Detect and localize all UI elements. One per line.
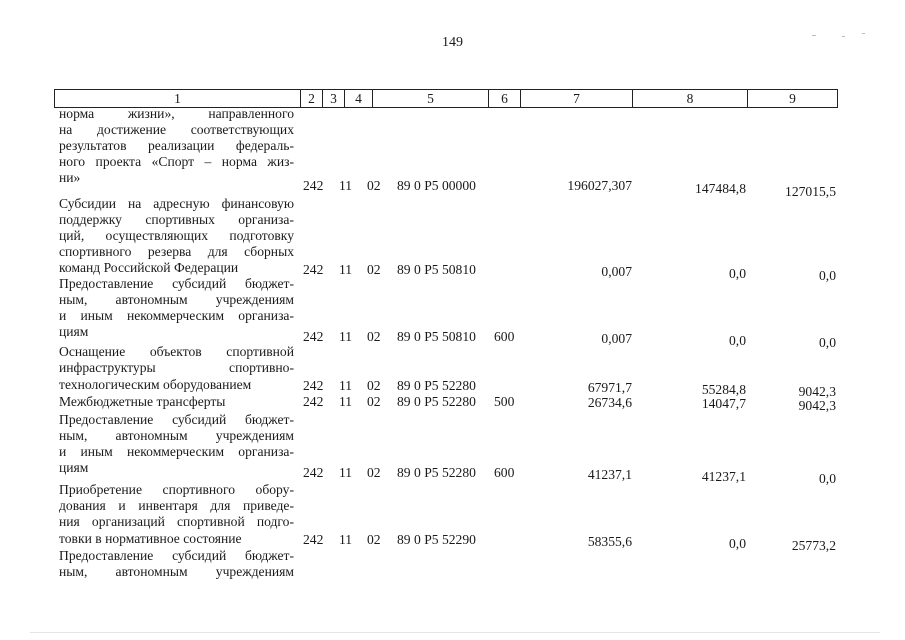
cell-col5: 89 0 P5 50810 <box>397 329 476 344</box>
cell-col3: 11 <box>339 178 353 193</box>
row-description-line: Межбюджетные трансферты <box>59 394 226 409</box>
cell-col7: 26734,6 <box>587 395 632 410</box>
cell-col5: 89 0 P5 52280 <box>397 394 476 409</box>
cell-col8: 147484,8 <box>695 181 746 196</box>
cell-col3: 11 <box>339 262 353 277</box>
cell-col7: 67971,7 <box>587 380 632 395</box>
row-description-line: циям <box>59 460 89 475</box>
row-description-line: на достижение соответствующих <box>59 122 294 137</box>
cell-col3: 11 <box>339 394 353 409</box>
row-description-line: дования и инвентаря для приведе- <box>59 498 294 513</box>
cell-col2: 242 <box>303 378 324 393</box>
row-description-line: инфраструктуры спортивно- <box>59 360 294 375</box>
cell-col2: 242 <box>303 262 324 277</box>
row-description-line: ни» <box>59 170 81 185</box>
row-description-line: ного проекта «Спорт – норма жиз- <box>59 154 294 169</box>
scan-speck <box>842 36 845 37</box>
cell-col2: 242 <box>303 329 324 344</box>
cell-col5: 89 0 P5 52290 <box>397 532 476 547</box>
row-description-line: циям <box>59 324 89 339</box>
row-description-line: Предоставление субсидий бюджет- <box>59 412 294 427</box>
cell-col9: 25773,2 <box>791 538 836 553</box>
header-col-8: 8 <box>633 90 748 107</box>
header-col-3: 3 <box>323 90 345 107</box>
row-description-line: ным, автономным учреждениям <box>59 564 294 579</box>
header-col-1: 1 <box>55 90 301 107</box>
cell-col7: 0,007 <box>601 264 632 279</box>
row-description-line: технологическим оборудованием <box>59 377 252 392</box>
cell-col8: 55284,8 <box>701 382 746 397</box>
cell-col3: 11 <box>339 465 353 480</box>
cell-col4: 02 <box>367 532 381 547</box>
cell-col8: 0,0 <box>729 333 746 348</box>
row-description-line: норма жизни», направленного <box>59 106 294 121</box>
cell-col9: 0,0 <box>819 335 836 350</box>
row-description-line: команд Российской Федерации <box>59 260 239 275</box>
row-description-line: Субсидии на адресную финансовую <box>59 196 294 211</box>
row-description-line: результатов реализации федераль- <box>59 138 294 153</box>
scan-edge-line <box>30 632 880 633</box>
row-description-line: спортивного резерва для сборных <box>59 244 294 259</box>
cell-col2: 242 <box>303 532 324 547</box>
row-description-line: ций, осуществляющих подготовку <box>59 228 294 243</box>
cell-col6: 600 <box>494 329 515 344</box>
cell-col8: 41237,1 <box>701 469 746 484</box>
cell-col9: 0,0 <box>819 268 836 283</box>
cell-col4: 02 <box>367 329 381 344</box>
row-description-line: ным, автономным учреждениям <box>59 292 294 307</box>
cell-col3: 11 <box>339 329 353 344</box>
cell-col6: 600 <box>494 465 515 480</box>
row-description-line: товки в нормативное состояние <box>59 531 242 546</box>
header-col-2: 2 <box>301 90 323 107</box>
cell-col6: 500 <box>494 394 515 409</box>
cell-col8: 14047,7 <box>701 396 746 411</box>
cell-col8: 0,0 <box>729 536 746 551</box>
cell-col5: 89 0 P5 52280 <box>397 465 476 480</box>
header-col-4: 4 <box>345 90 373 107</box>
cell-col9: 9042,3 <box>798 384 836 399</box>
scan-speck <box>812 35 816 36</box>
header-col-6: 6 <box>489 90 521 107</box>
cell-col4: 02 <box>367 465 381 480</box>
row-description-line: Предоставление субсидий бюджет- <box>59 548 294 563</box>
cell-col7: 41237,1 <box>587 467 632 482</box>
row-description-line: Предоставление субсидий бюджет- <box>59 276 294 291</box>
cell-col5: 89 0 P5 50810 <box>397 262 476 277</box>
cell-col7: 0,007 <box>601 331 632 346</box>
row-description-line: поддержку спортивных организа- <box>59 212 294 227</box>
scan-speck <box>862 33 865 34</box>
cell-col5: 89 0 P5 52280 <box>397 378 476 393</box>
cell-col3: 11 <box>339 378 353 393</box>
cell-col4: 02 <box>367 378 381 393</box>
cell-col9: 127015,5 <box>785 184 836 199</box>
cell-col2: 242 <box>303 465 324 480</box>
cell-col9: 9042,3 <box>798 398 836 413</box>
row-description-line: Оснащение объектов спортивной <box>59 344 294 359</box>
row-description-line: Приобретение спортивного обору- <box>59 482 294 497</box>
cell-col8: 0,0 <box>729 266 746 281</box>
cell-col4: 02 <box>367 394 381 409</box>
cell-col7: 58355,6 <box>587 534 632 549</box>
row-description-line: ным, автономным учреждениям <box>59 428 294 443</box>
row-description-line: и иным некоммерческим организа- <box>59 308 294 323</box>
cell-col5: 89 0 P5 00000 <box>397 178 476 193</box>
page-number: 149 <box>442 35 463 50</box>
cell-col4: 02 <box>367 178 381 193</box>
cell-col7: 196027,307 <box>567 178 632 193</box>
cell-col4: 02 <box>367 262 381 277</box>
row-description-line: ния организаций спортивной подго- <box>59 514 294 529</box>
cell-col2: 242 <box>303 394 324 409</box>
row-description-line: и иным некоммерческим организа- <box>59 444 294 459</box>
cell-col3: 11 <box>339 532 353 547</box>
header-col-9: 9 <box>789 91 796 106</box>
header-col-7: 7 <box>521 90 633 107</box>
cell-col2: 242 <box>303 178 324 193</box>
header-col-5: 5 <box>373 90 489 107</box>
cell-col9: 0,0 <box>819 471 836 486</box>
